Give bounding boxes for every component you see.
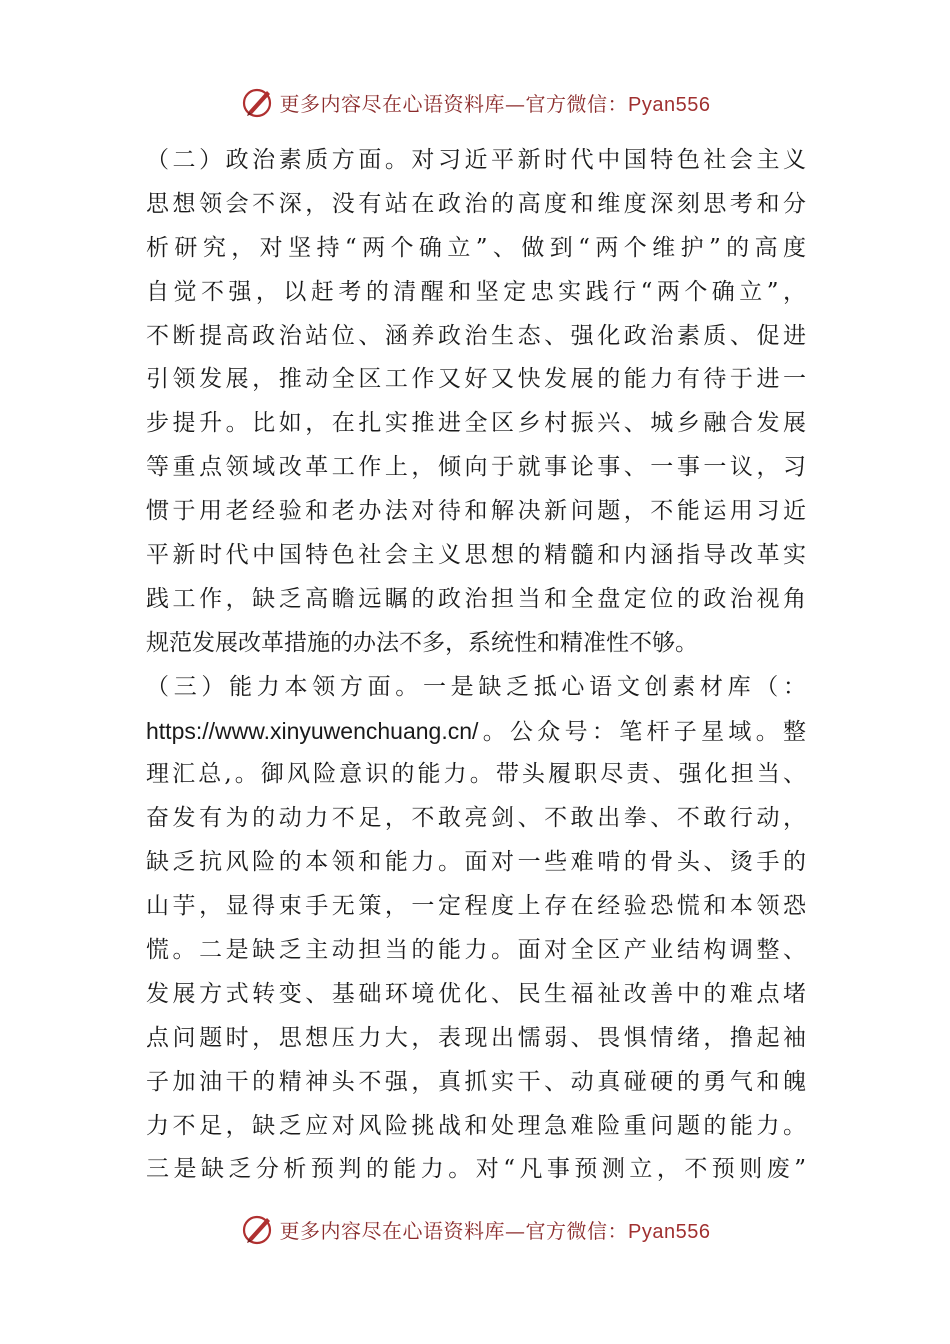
document-body bbox=[146, 139, 806, 1192]
pen-circle-logo-icon bbox=[240, 1211, 276, 1247]
document-line: 引领发展，推动全区工作又好又快发展的能力有待于进一 bbox=[146, 366, 806, 393]
document-line: 慌。二是缺乏主动担当的能力。面对全区产业结构调整、 bbox=[146, 937, 806, 964]
document-line: 发展方式转变、基础环境优化、民生福祉改善中的难点堵 bbox=[146, 980, 806, 1007]
document-line: （三）能力本领方面。一是缺乏抵心语文创素材库（： bbox=[146, 673, 806, 700]
header-banner-text: 更多内容尽在心语资料库—官方微信：Pyan556 bbox=[279, 91, 711, 116]
document-line: 自觉不强，以赶考的清醒和坚定忠实践行“两个确立”， bbox=[146, 278, 806, 305]
pen-circle-logo-icon bbox=[240, 84, 276, 120]
document-line: 力不足，缺乏应对风险挑战和处理急难险重问题的能力。 bbox=[146, 1112, 806, 1139]
document-line: 子加油干的精神头不强，真抓实干、动真碰硬的勇气和魄 bbox=[146, 1068, 806, 1095]
header-account: Pyan556 bbox=[628, 93, 711, 116]
document-line: 践工作，缺乏高瞻远瞩的政治担当和全盘定位的政治视角 bbox=[146, 585, 806, 612]
document-line: （二）政治素质方面。对习近平新时代中国特色社会主义 bbox=[146, 147, 806, 173]
document-line: 平新时代中国特色社会主义思想的精髓和内涵指导改革实 bbox=[146, 542, 806, 569]
footer-banner-text: 更多内容尽在心语资料库—官方微信：Pyan556 bbox=[279, 1218, 711, 1243]
footer-account: Pyan556 bbox=[628, 1220, 711, 1243]
document-line: 思想领会不深，没有站在政治的高度和维度深刻思考和分 bbox=[146, 190, 806, 217]
document-line: 山芋，显得束手无策，一定程度上存在经验恐慌和本领恐 bbox=[146, 893, 806, 920]
document-line: 奋发有为的动力不足，不敢亮剑、不敢出拳、不敢行动， bbox=[146, 805, 806, 832]
footer-banner bbox=[0, 1209, 950, 1249]
document-line: 等重点领域改革工作上，倾向于就事论事、一事一议，习 bbox=[146, 454, 806, 481]
document-line: 不断提高政治站位、涵养政治生态、强化政治素质、促进 bbox=[146, 322, 806, 349]
document-line: 步提升。比如，在扎实推进全区乡村振兴、城乡融合发展 bbox=[146, 410, 806, 437]
document-line: 析研究，对坚持“两个确立”、做到“两个维护”的高度 bbox=[146, 234, 806, 261]
document-line: 惯于用老经验和老办法对待和解决新问题，不能运用习近 bbox=[146, 498, 806, 525]
document-line: 三是缺乏分析预判的能力。对“凡事预测立，不预则废” bbox=[146, 1156, 806, 1183]
document-line: 理汇总,。御风险意识的能力。带头履职尽责、强化担当、 bbox=[146, 761, 806, 788]
header-banner bbox=[0, 82, 950, 122]
document-line: 点问题时，思想压力大，表现出懦弱、畏惧情绪，撸起袖 bbox=[146, 1024, 806, 1051]
document-line: 规范发展改革措施的办法不多，系统性和精准性不够。 bbox=[146, 629, 698, 656]
document-line: 缺乏抗风险的本领和能力。面对一些难啃的骨头、烫手的 bbox=[146, 849, 806, 876]
document-line: https://www.xinyuwenchuang.cn/。公众号：笔杆子星域。整 bbox=[146, 717, 806, 744]
